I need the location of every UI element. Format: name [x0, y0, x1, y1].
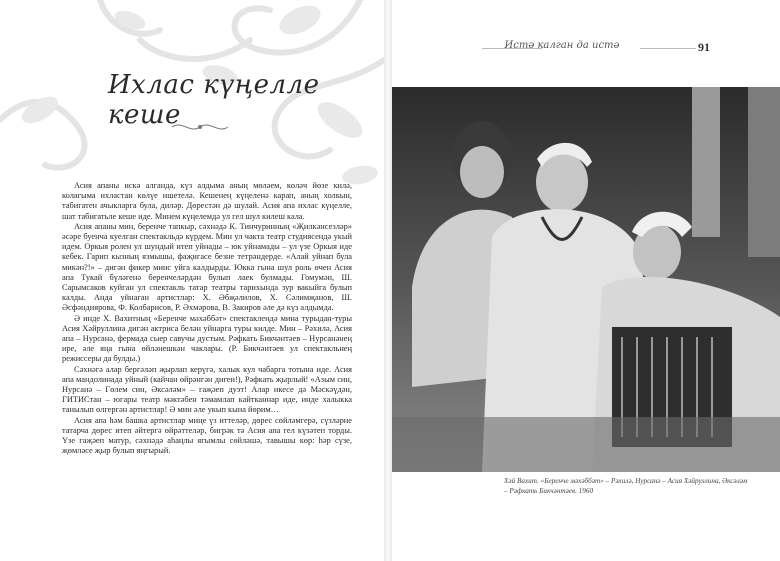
header-rule-right: [640, 48, 696, 49]
paragraph: Асия апаны мин, беренче тапкыр, сәхнәдә К. Тинчуринның «Җилкәнсезләр» әсәре буенча куелган спектакльдә күрдем. Мин ул чакта театр студиясендә укый идем. Оркыя ролен ул шундый итеп уйнады – юк уйнамады – ул үзе Оркыя иде кебек. Гарип кызның язмышы, фаҗигасе безне тетрәндерде. «Алай уйнап була микән?!» – дигән фикер минс уйга калдырды. Юкка гына шул роль өчен Асия апа Тукай бүләгенә беренчеләрдән булып лаек булмады. Гомумән, Ш. Сарымсаков куйган ул спектакль татар театры тарихында зур вакыйга булып калды. Анда уйнаган артистлар: Х. Әбҗәлилов, Х. Сәлимҗанов, Ш. Әсфәндиярова, Ф. Колбарисов, Р. Әхмәрова, В. Закиров әле дә күз алдымда.: [62, 221, 352, 313]
running-header-title: Истә калган да истә: [504, 40, 620, 51]
paragraph: Асия апаны искә алганда, күз алдыма аның мөләем, көләч йөзе килә, колагыма ихластан көлүе ишетелә. Кешенең күңеленә карап, аның холкын, табигатен ачыкларга була, диләр. Дөрестән дә шулай. Асия апа ихлас күңелле, шат табигатьле кеше иде. Минем күңелемдә ул гел шул килеш кала.: [62, 181, 352, 221]
paragraph: Сәхнәгә алар бергәләп җырлап керүгә, халык кул чабарга тотына иде. Асия апа мандолинада уйный (кайчан өйрәнгән дигеи!), Рәфкать җырлый! «Азым син, Нурсанә – Гөлем син, Әксәләм» – гаҗәеп дуэт! Алар икесе дә Мәскәүдән, ГИТИСтан – югары театр мәктәбен тәмамлап кайтканнар иде, инде халыкка танылып өлгергән артистлар! Ә мин әле укып кына йөрим…: [62, 364, 352, 415]
book-gutter: [384, 0, 392, 561]
paragraph: Ә инде Х. Вахитның «Беренче мәхәббәт» спектаклендә мина турыдан-туры Асия Хәйруллина дигән актриса белән уйнарга туры килде. Мин – Рәхилә, Асия апа – Нурсанә, фермада сыер савучы дустым. Рәфкать Бикчәнтәев – Нурсанәнең ире, әле яңа гына өйләнешкән чаклары. (Р. Бикчәнтәев ул спектакльнең режиссеры да булды.): [62, 313, 352, 364]
left-page: [0, 0, 384, 561]
title-ornament: [170, 120, 230, 134]
paragraph: Асия апа һәм башка артистлар миңе үз иттеләр, дөрес сөйләмгерә, сүзләрне татарча дөрес итеп әйтергә өйрәттеләр, бигрәк тә Асия апа гел күзәтеп торды. Үзе гаҗәеп матур, сәхнәдә аһаңлы ягымлы сөйләшә, тавышы көр: һәр сүзе, җөмләсе җыр булып яңгырый.: [62, 415, 352, 456]
running-header: [392, 38, 780, 58]
photo-caption: Хәй Вахит. «Беренче мәхәббәт» – Рәхилә, Нурсанә – Асия Хәйруллина, Әксәләм – Рәфкать Бикчәнтәев. 1960: [504, 477, 748, 495]
article-body: [62, 181, 352, 456]
right-page: [392, 0, 780, 561]
photo-illustration: [392, 87, 780, 472]
chapter-title: Ихлас күңелле кеше: [108, 70, 320, 130]
theatre-photo: [392, 87, 780, 472]
page-number: 91: [698, 40, 710, 54]
